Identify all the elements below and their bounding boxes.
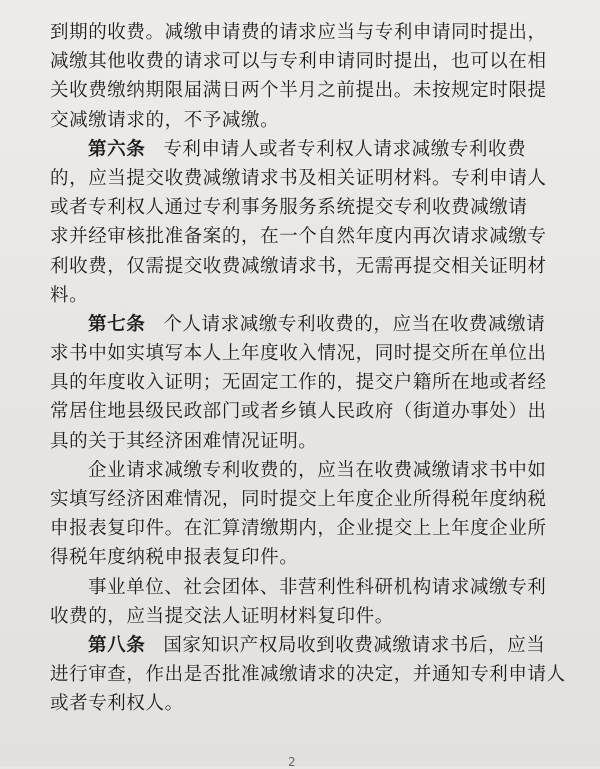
text-line: 利收费，仅需提交收费减缴请求书，无需再提交相关证明材	[50, 255, 547, 277]
text-line: 具的年度收入证明；无固定工作的，提交户籍所在地或者经	[50, 372, 547, 394]
text-line: 的，应当提交收费减缴请求书及相关证明材料。专利申请人	[50, 167, 547, 189]
article-8-first-line	[50, 631, 575, 660]
text-line: 或者专利权人通过专利事务服务系统提交专利收费减缴请	[50, 197, 528, 219]
text-line: 事业单位、社会团体、非营利性科研机构请求减缴专利	[88, 576, 547, 598]
text-line: 实填写经济困难情况，同时提交上年度企业所得税年度纳税	[50, 489, 547, 510]
text-line: 申报表复印件。在汇算清缴期内，企业提交上上年度企业所	[50, 518, 547, 540]
text-line: 交减缴请求的，不予减缴。	[50, 109, 280, 131]
text-line: 减缴其他收费的请求可以与专利申请同时提出，也可以在相	[50, 51, 547, 73]
text-line: 企业请求减缴专利收费的，应当在收费减缴请求书中如	[88, 459, 547, 481]
article-6-first-line	[50, 135, 575, 164]
text-line: 求并经审核批准备案的，在一个自然年度内再次请求减缴专	[50, 226, 547, 248]
document-body	[50, 18, 575, 719]
article-7-text: 个人请求减缴专利收费的，应当在收费减缴请	[163, 313, 546, 335]
page-number: 2	[288, 755, 296, 769]
text-line: 常居住地县级民政部门或者乡镇人民政府（街道办事处）出	[50, 401, 547, 423]
text-line: 进行审查，作出是否批准减缴请求的决定，并通知专利申请人	[50, 664, 566, 686]
article-6-text: 专利申请人或者专利权人请求减缴专利收费	[163, 138, 527, 160]
text-line: 求书中如实填写本人上年度收入情况，同时提交所在单位出	[50, 343, 547, 365]
text-line: 得税年度纳税申报表复印件。	[50, 547, 299, 569]
text-line: 关收费缴纳期限届满日两个半月之前提出。未按规定时限提	[50, 80, 547, 102]
text-line: 或者专利权人。	[50, 693, 184, 715]
article-7-heading: 第七条	[88, 313, 146, 335]
text-line: 收费的，应当提交法人证明材料复印件。	[50, 605, 394, 627]
article-6-heading: 第六条	[88, 138, 146, 160]
text-line: 具的关于其经济困难情况证明。	[50, 430, 318, 452]
article-8-text: 国家知识产权局收到收费减缴请求书后，应当	[163, 634, 546, 656]
article-7-first-line	[50, 310, 575, 339]
article-8-heading: 第八条	[88, 634, 146, 656]
text-line: 到期的收费。减缴申请费的请求应当与专利申请同时提出，	[50, 22, 547, 43]
text-line: 料。	[50, 284, 89, 306]
